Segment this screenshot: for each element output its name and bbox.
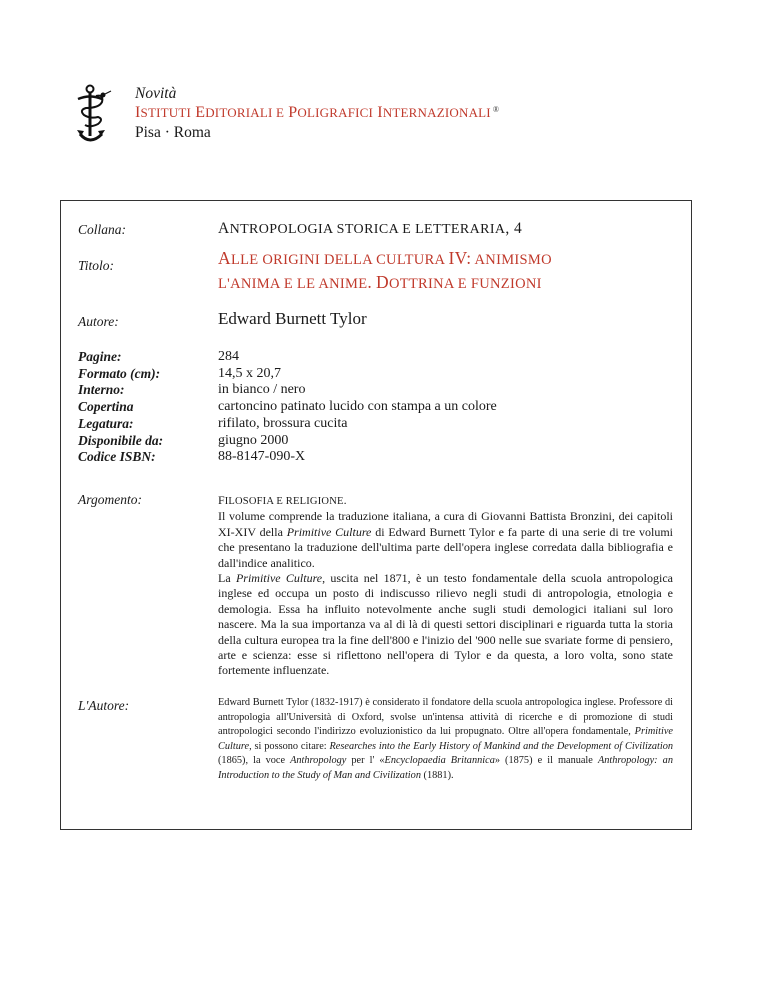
titolo-value: ALLE ORIGINI DELLA CULTURA IV: ANIMISMO L'ANIMA E LE ANIME. DOTTRINA E FUNZIONI bbox=[218, 248, 552, 292]
spec-label-copertina: Copertina bbox=[78, 399, 134, 415]
lautore-text: Edward Burnett Tylor (1832-1917) è considerato il fondatore della scuola antropologica inglese. Professore di antropologia all'Università di Oxford, svolse un'intensa attività di ricerche e di promozione di studi antropologici secondo l'indirizzo evoluzionistico da lui propugnato. Oltre all'opera fondamentale, Primitive Culture, si possono citare: Researches into the Early History of Mankind and the Development of Civilization (1865), la voce Anthropology per l' «Encyclopaedia Britannica» (1875) e il manuale Anthropology: an Introduction to the Study of Man and Civilization (1881). bbox=[218, 697, 674, 781]
novita-label: Novità bbox=[135, 85, 177, 102]
argomento-text bbox=[218, 493, 673, 679]
spec-value-isbn: 88-8147-090-X bbox=[218, 449, 306, 465]
spec-label-pagine: Pagine: bbox=[78, 349, 122, 364]
argomento-paragraph-1: Il volume comprende la traduzione italiana, a cura di Giovanni Battista Bronzini, dei capitoli XI-XIV della Primitive Culture di Edward Burnett Tylor e fa parte di una serie di tre volumi che presentano la traduzione dell'ultima parte dell'opera inglese corredata dalla bibliografia e dall'indice analitico. bbox=[218, 509, 674, 570]
publisher-name: ISTITUTI EDITORIALI E POLIGRAFICI INTERNAZIONALI ® bbox=[135, 104, 500, 121]
spec-value-legatura: rifilato, brossura cucita bbox=[218, 415, 348, 431]
specs-labels bbox=[78, 349, 163, 466]
spec-label-interno: Interno: bbox=[78, 382, 125, 398]
argomento-category: FILOSOFIA E RELIGIONE. bbox=[218, 493, 347, 507]
spec-label-formato: Formato (cm): bbox=[78, 365, 161, 381]
spec-value-interno: in bianco / nero bbox=[218, 382, 306, 398]
lautore-label: L'Autore: bbox=[78, 698, 130, 713]
autore-value: Edward Burnett Tylor bbox=[218, 309, 367, 328]
spec-value-copertina: cartoncino patinato lucido con stampa a un colore bbox=[218, 399, 497, 415]
spec-label-legatura: Legatura: bbox=[78, 415, 134, 431]
titolo-label: Titolo: bbox=[78, 258, 115, 273]
specs-values bbox=[218, 349, 497, 466]
collana-label: Collana: bbox=[78, 222, 127, 237]
spec-value-disponibile: giugno 2000 bbox=[218, 432, 289, 448]
spec-label-isbn: Codice ISBN: bbox=[78, 449, 156, 465]
publisher-header bbox=[135, 84, 499, 142]
spec-label-disponibile: Disponibile da: bbox=[78, 432, 164, 448]
book-info-card bbox=[60, 200, 692, 830]
collana-value: ANTROPOLOGIA STORICA E LETTERARIA, 4 bbox=[218, 220, 523, 237]
spec-value-formato: 14,5 x 20,7 bbox=[218, 365, 281, 381]
publisher-logo-anchor-icon bbox=[76, 84, 116, 146]
registered-mark: ® bbox=[492, 105, 500, 114]
publisher-city: Pisa · Roma bbox=[135, 124, 211, 141]
argomento-label: Argomento: bbox=[78, 492, 142, 507]
autore-label: Autore: bbox=[78, 314, 119, 329]
argomento-paragraph-2: La Primitive Culture, uscita nel 1871, è un testo fondamentale della scuola antropologica inglese ed occupa un posto di indiscusso rilievo negli studi di antropologia, etnologia e demologia. Essa ha influito notevolmente anche sugli studi demologici italiani sul loro nascere. Ma la sua importanza va al di là di questi settori disciplinari e riguarda tutta la storia della cultura europea tra la fine dell'800 e l'inizio del '900 nelle sue svariate forme di pensiero, arte e scienza: esse si riflettono nell'opera di Tylor e da questa, a loro volta, sono state fortemente influenzate. bbox=[218, 571, 673, 678]
spec-value-pagine: 284 bbox=[218, 349, 239, 364]
